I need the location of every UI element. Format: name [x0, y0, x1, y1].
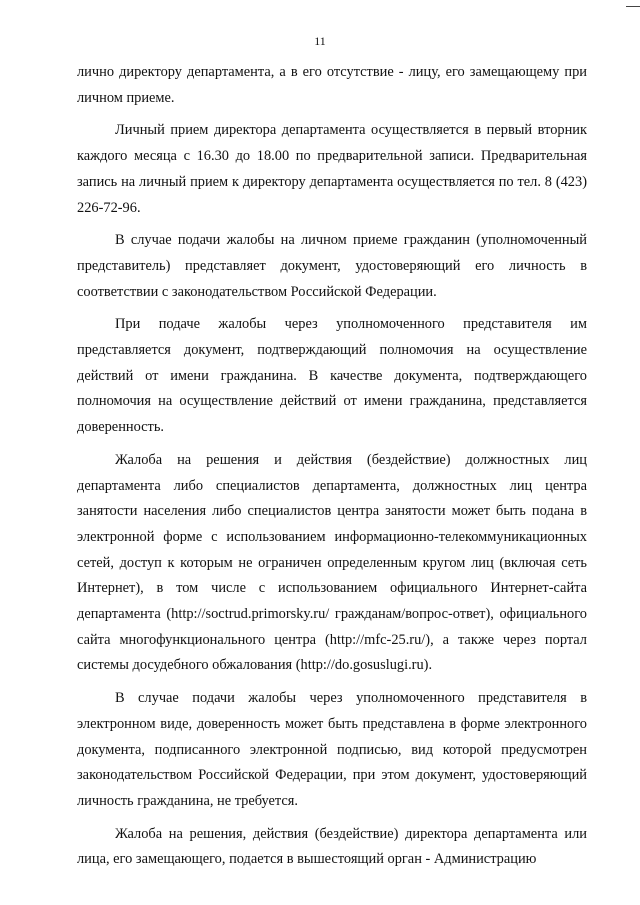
- paragraph-continuation: лично директору департамента, а в его отсутствие - лицу, его замещающему при личном приеме.: [77, 64, 587, 106]
- scan-edge-mark: [626, 6, 640, 7]
- page-number: 11: [314, 34, 326, 48]
- paragraph-electronic-complaint: Жалоба на решения и действия (бездействие) должностных лиц департамента либо специалистов департамента, должностных лиц центра занятости населения либо специалистов центра занятости может быть подана в электронной форме с использованием информационно-телекоммуникационных сетей, доступ к которым не ограничен определенным кругом лиц (включая сеть Интернет), в том числе с использованием официального Интернет-сайта департамента (http://soctrud.primorsky.ru/ гражданам/вопрос-ответ), официального сайта многофункционального центра (http://mfc-25.ru/), а также через портал системы досудебного обжалования (http://do.gosuslugi.ru).: [77, 451, 587, 674]
- paragraph-representative-authority: При подаче жалобы через уполномоченного представителя им представляется документ, подтверждающий полномочия на осуществление действий от имени гражданина. В качестве документа, подтверждающего полномочия на осуществление действий от имени гражданина, представляется доверенность.: [77, 316, 587, 436]
- paragraph-personal-reception: Личный прием директора департамента осуществляется в первый вторник каждого месяца с 16.30 до 18.00 по предварительной записи. Предварительная запись на личный прием к директору департамента осуществляется по тел. 8 (423) 226-72-96.: [77, 122, 587, 216]
- paragraph-director-complaint: Жалоба на решения, действия (бездействие) директора департамента или лица, его замещающего, подается в вышестоящий орган - Администрацию: [77, 825, 587, 868]
- paragraph-electronic-power-of-attorney: В случае подачи жалобы через уполномоченного представителя в электронном виде, доверенность может быть представлена в форме электронного документа, подписанного электронной подписью, вид которой предусмотрен законодательством Российской Федерации, при этом документ, удостоверяющий личность гражданина, не требуется.: [77, 690, 587, 809]
- document-body: [77, 60, 587, 880]
- paragraph-identity-document: В случае подачи жалобы на личном приеме гражданин (уполномоченный представитель) представляет документ, удостоверяющий его личность в соответствии с законодательством Российской Федерации.: [77, 232, 587, 300]
